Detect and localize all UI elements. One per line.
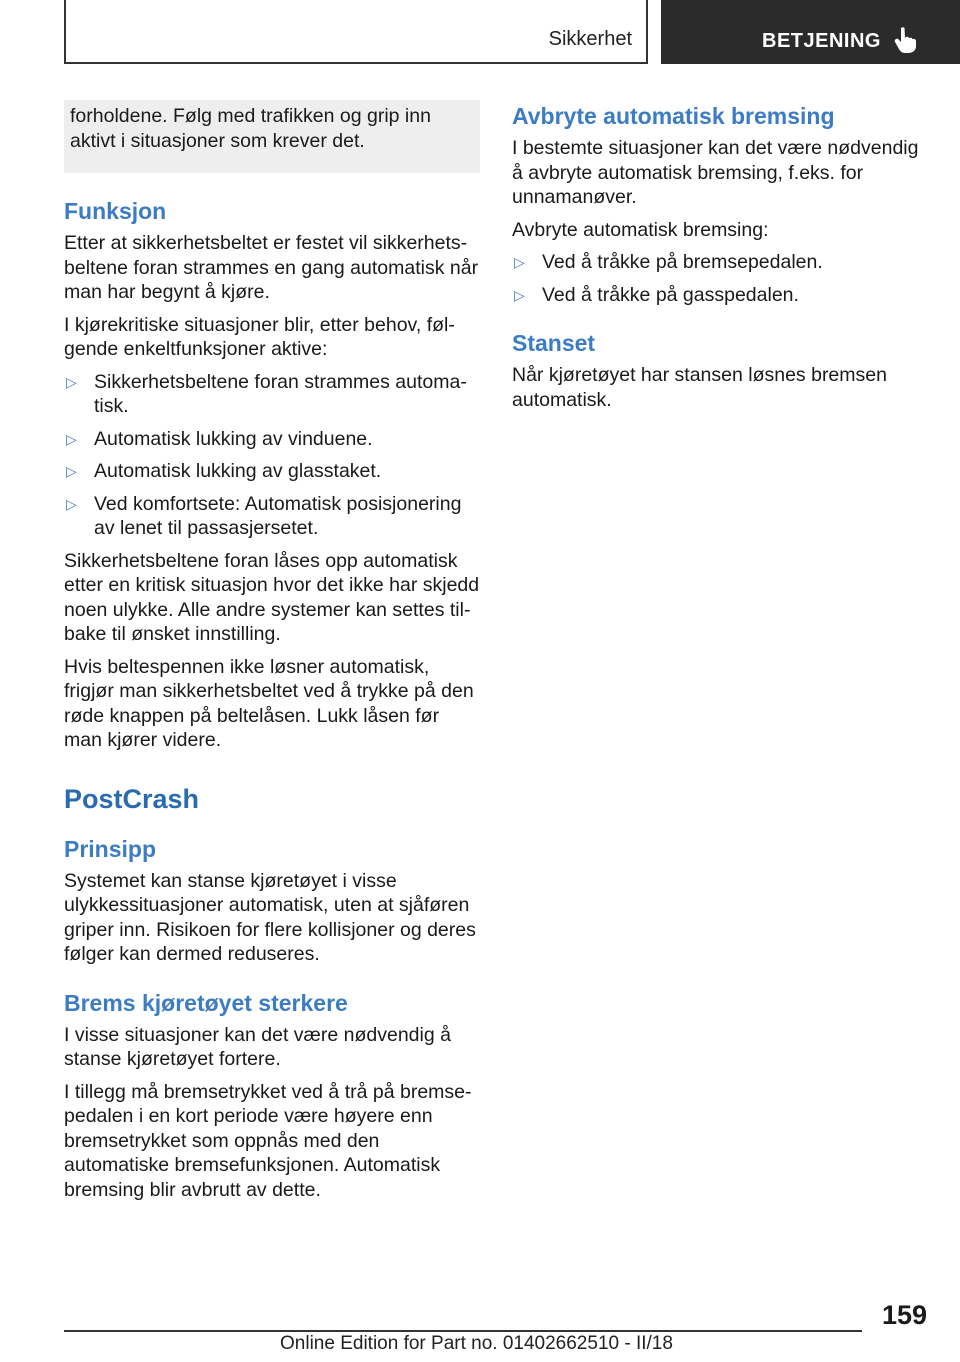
funksjon-list	[64, 370, 480, 541]
stanset-paragraph: Når kjøretøyet har stansen løsnes bremsen automatisk.	[512, 364, 887, 411]
avbryte-paragraph-1: I bestemte situasjoner kan det være nødvendig å avbryte automatisk bremsing, f.eks. for unnamanøver.	[512, 137, 919, 208]
funksjon-paragraph-3: Sikkerhetsbeltene foran låses opp automatisk etter en kritisk situasjon hvor det ikke har skjedd noen ulykke. Alle andre systemer kan settes tilbake til ønsket innstilling.	[64, 549, 480, 645]
heading-stanset: Stanset	[512, 330, 596, 356]
triangle-bullet-icon: ▷	[514, 286, 525, 303]
funksjon-paragraph-2: I kjørekritiske situasjoner blir, etter behov, følgende enkeltfunksjoner aktive:	[64, 313, 455, 360]
note-text: forholdene. Følg med trafikken og grip inn aktivt i situasjoner som krever det.	[70, 105, 431, 152]
note-box	[64, 100, 480, 173]
header-chapter-title: BETJENING	[762, 30, 881, 52]
funksjon-paragraph-4: Hvis beltespennen ikke løsner automatisk, frigjør man sikkerhetsbeltet ved å trykke på den røde knappen på beltelåsen. Lukk låsen før man kjører videre.	[64, 655, 474, 751]
triangle-bullet-icon: ▷	[66, 373, 77, 390]
footer-edition: Online Edition for Part no. 01402662510 - II/18	[280, 1333, 673, 1354]
heading-brems: Brems kjøretøyet sterkere	[64, 989, 348, 1016]
left-column	[64, 100, 480, 1210]
list-item: ▷ Sikkerhetsbeltene foran strammes automatisk.	[66, 370, 467, 417]
footer-divider	[64, 1330, 862, 1332]
brems-paragraph-2: I tillegg må bremsetrykket ved å trå på bremsepedalen i en kort periode være høyere enn bremsetrykket som oppnås med den automatiske bremsefunksjonen. Automatisk bremsing blir avbrutt av dette.	[64, 1080, 472, 1201]
list-item: ▷ Ved komfortsete: Automatisk posisjonering av lenet til passasjersetet.	[66, 492, 462, 539]
right-column	[512, 100, 928, 420]
header-chapter-box	[661, 0, 960, 64]
heading-prinsipp: Prinsipp	[64, 835, 157, 862]
prinsipp-paragraph: Systemet kan stanse kjøretøyet i visse ulykkessituasjoner automatisk, uten at sjåføren griper inn. Risikoen for flere kollisjoner og deres følger kan dermed reduseres.	[64, 869, 476, 965]
avbryte-paragraph-2: Avbryte automatisk bremsing:	[512, 218, 769, 241]
list-item: ▷ Ved å tråkke på gasspedalen.	[514, 283, 799, 306]
brems-paragraph-1: I visse situasjoner kan det være nødvendig å stanse kjøretøyet fortere.	[64, 1023, 451, 1070]
avbryte-list	[512, 250, 928, 307]
list-item: ▷ Automatisk lukking av glasstaket.	[66, 460, 382, 482]
triangle-bullet-icon: ▷	[66, 463, 77, 479]
heading-postcrash: PostCrash	[64, 783, 200, 814]
page-number: 159	[881, 1300, 927, 1330]
funksjon-paragraph-1: Etter at sikkerhetsbeltet er festet vil sikkerhetsbeltene foran strammes en gang automatisk når man har begynt å kjøre.	[64, 232, 479, 303]
heading-funksjon: Funksjon	[64, 198, 167, 224]
triangle-bullet-icon: ▷	[66, 430, 77, 447]
triangle-bullet-icon: ▷	[514, 254, 525, 270]
triangle-bullet-icon: ▷	[66, 495, 77, 512]
heading-avbryte: Avbryte automatisk bremsing	[512, 103, 835, 129]
header-section-box	[64, 0, 648, 64]
pointing-hand-icon	[893, 26, 919, 54]
list-item: ▷ Ved å tråkke på bremsepedalen.	[514, 251, 823, 273]
list-item: ▷ Automatisk lukking av vinduene.	[66, 427, 373, 450]
header-section-title: Sikkerhet	[548, 28, 632, 50]
